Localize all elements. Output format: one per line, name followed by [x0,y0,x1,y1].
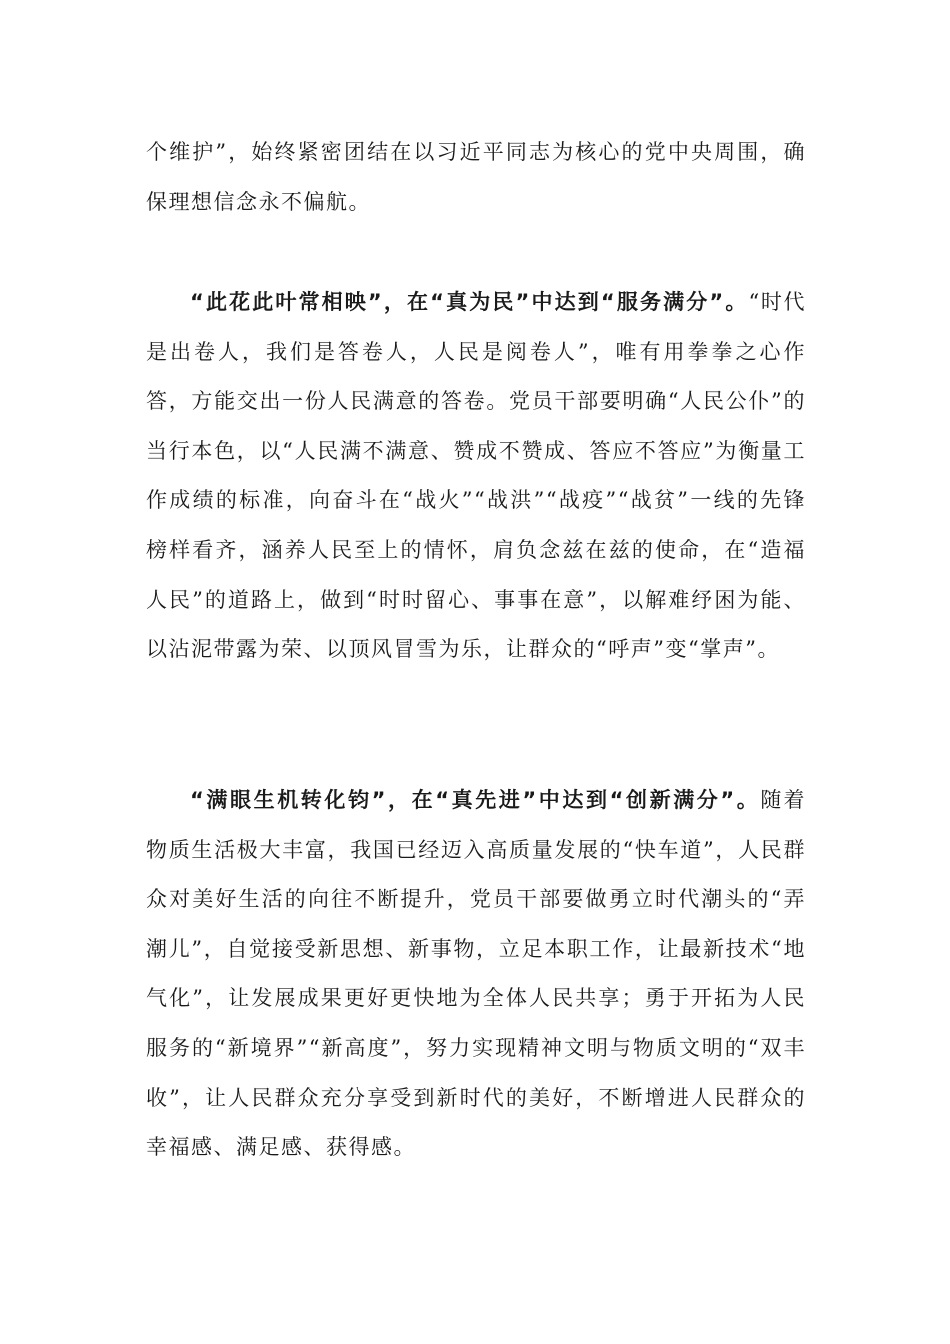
paragraph-body: 个维护”，始终紧密团结在以习近平同志为核心的党中央周围，确保理想信念永不偏航。 [146,140,806,214]
paragraph-continuation [146,128,806,227]
paragraph-lead-heading: “满眼生机转化钧”，在“真先进”中达到“创新满分”。 [190,788,761,812]
paragraph-lead-heading: “此花此叶常相映”，在“真为民”中达到“服务满分”。 [190,290,749,314]
paragraph-body: “时代是出卷人，我们是答卷人，人民是阅卷人”，唯有用拳拳之心作答，方能交出一份人民满意的答卷。党员干部要明确“人民公仆”的当行本色，以“人民满不满意、赞成不赞成、答应不答应”为衡量工作成绩的标准，向奋斗在“战火”“战洪”“战疫”“战贫”一线的先锋榜样看齐，涵养人民至上的情怀，肩负念兹在兹的使命，在“造福人民”的道路上，做到“时时留心、事事在意”，以解难纾困为能、以沾泥带露为荣、以顶风冒雪为乐，让群众的“呼声”变“掌声”。 [146,290,806,662]
paragraph-body: 随着物质生活极大丰富，我国已经迈入高质量发展的“快车道”，人民群众对美好生活的向往不断提升，党员干部要做勇立时代潮头的“弄潮儿”，自觉接受新思想、新事物，立足本职工作，让最新技术“地气化”，让发展成果更好更快地为全体人民共享；勇于开拓为人民服务的“新境界”“新高度”，努力实现精神文明与物质文明的“双丰收”，让人民群众充分享受到新时代的美好，不断增进人民群众的幸福感、满足感、获得感。 [146,788,807,1160]
paragraph-service [146,278,806,675]
paragraph-innovation [146,776,806,1173]
